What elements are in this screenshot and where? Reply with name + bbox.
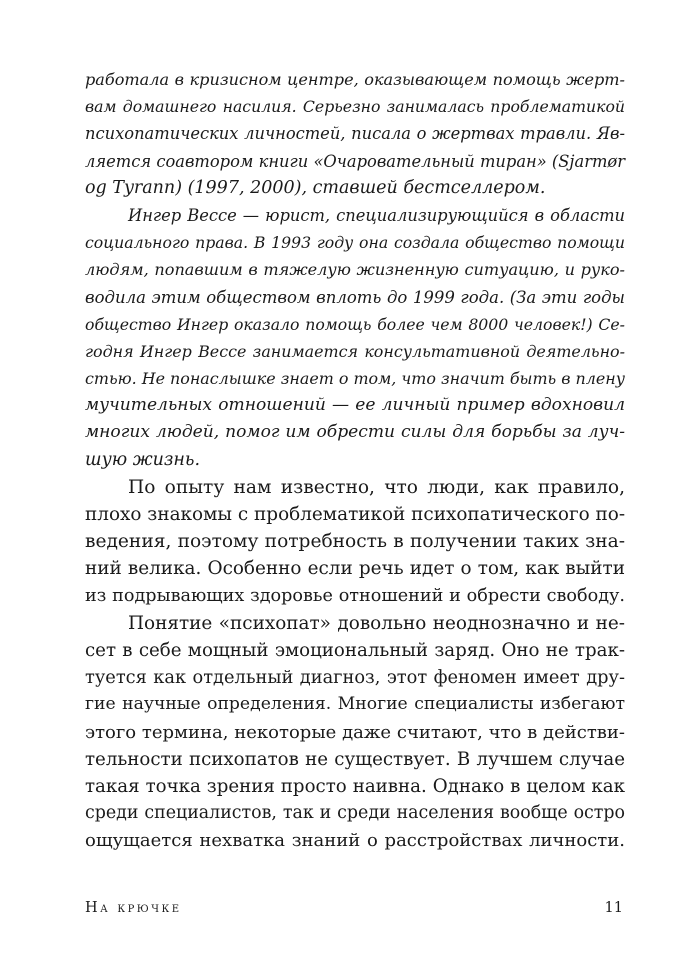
text-line: сет в себе мощный эмоциональный заряд. Оно не трак- (85, 639, 625, 661)
text-line: работала в кризисном центре, оказывающем помощь жерт- (85, 70, 625, 89)
paragraph-body-1 (85, 474, 625, 610)
text-line: ведения, поэтому потребность в получении таких зна- (85, 531, 625, 553)
text-line: ощущается нехватка знаний о расстройствах личности. (85, 830, 625, 852)
text-line: стью. Не понаслышке знает о том, что значит быть в плену (85, 369, 625, 389)
running-footer-title: На крючке (85, 900, 182, 916)
text-line: среди специалистов, так и среди населения вообще остро (85, 803, 625, 824)
text-line: из подрывающих здоровье отношений и обрести свободу. (85, 585, 625, 606)
text-line: социального права. В 1993 году она создала общество помощи (85, 233, 625, 253)
text-line: туется как отдельный диагноз, этот феномен имеет дру- (85, 667, 625, 689)
text-line: людям, попавшим в тяжелую жизненную ситуацию, и руко- (85, 260, 625, 280)
text-line: такая точка зрения просто наивна. Однако в целом как (85, 775, 625, 797)
paragraph-author-bio-1 (85, 66, 625, 202)
text-line: тельности психопатов не существует. В лучшем случае (85, 748, 625, 770)
text-line: шую жизнь. (85, 449, 201, 470)
text-line: ляется соавтором книги «Очаровательный тиран» (Sjarmør (85, 151, 625, 171)
text-line: og Tyrann) (1997, 2000), ставшей бестселлером. (85, 177, 546, 198)
text-line: водила этим обществом вплоть до 1999 года. (За эти годы (85, 287, 625, 307)
page-body (85, 66, 625, 854)
page-number: 11 (604, 900, 623, 916)
text-line: плохо знакомы с проблематикой психопатического по- (85, 504, 626, 525)
text-line: общество Ингер оказало помощь более чем 8000 человек!) Се- (85, 314, 625, 334)
text-line: ний велика. Особенно если речь идет о том, как выйти (85, 558, 625, 580)
text-line: мучительных отношений — ее личный пример вдохновил (85, 395, 625, 416)
paragraph-author-bio-2 (85, 202, 625, 474)
text-line: Понятие «психопат» довольно неоднозначно и не- (128, 612, 625, 634)
paragraph-body-2 (85, 610, 625, 855)
text-line: психопатических личностей, писала о жертвах травли. Яв- (85, 124, 625, 144)
text-line: годня Ингер Вессе занимается консультативной деятельно- (85, 341, 625, 361)
text-line: многих людей, помог им обрести силы для борьбы за луч- (85, 422, 625, 443)
text-line: этого термина, некоторые даже считают, что в действи- (85, 721, 625, 743)
text-line: По опыту нам известно, что люди, как правило, (128, 476, 625, 498)
text-line: Ингер Вессе — юрист, специализирующийся в области (128, 205, 625, 225)
text-line: гие научные определения. Многие специалисты избегают (85, 694, 625, 715)
text-line: вам домашнего насилия. Серьезно занималась проблематикой (85, 97, 625, 117)
